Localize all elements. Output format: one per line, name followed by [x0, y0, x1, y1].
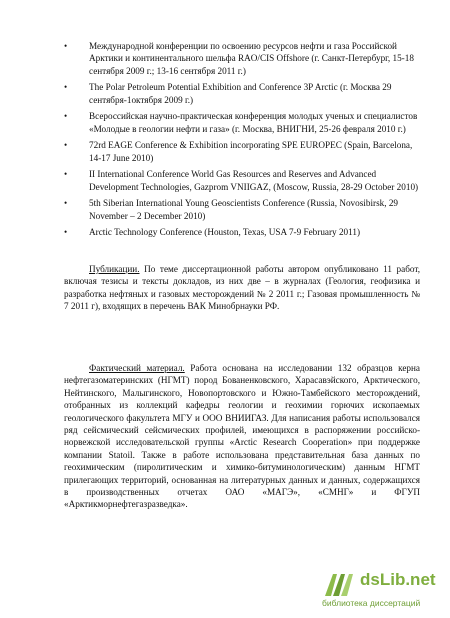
conference-item: [64, 81, 420, 106]
watermark-logo: [322, 568, 442, 612]
publications-heading: Публикации.: [89, 264, 140, 274]
conference-text: Международной конференции по освоению ресурсов нефти и газа Российской Арктики и континентального шельфа RAO/CIS Offshore (г. Санкт-Петербург, 15-18 сентября 2009 г.; 13-16 сентября 2011 г.): [89, 41, 414, 76]
conference-text: 72rd EAGE Conference & Exhibition incorporating SPE EUROPEC (Spain, Barcelona, 14-17 June 2010): [89, 140, 413, 163]
conference-text: Всероссийская научно-практическая конференция молодых ученых и специалистов «Молодые в геологии нефти и газа» (г. Москва, ВНИГНИ, 25-26 февраля 2010 г.): [89, 111, 418, 134]
conference-item: [64, 168, 420, 193]
factual-material-text: Работа основана на исследовании 132 образцов керна нефтегазоматеринских (НГМТ) пород Бованенковского, Харасавэйского, Арктического, Нейтинского, Малыгинского, Новопортовского и Южно-Тамбейского месторождений, отобранных из коллекций кафедры геологии и геохимии горючих ископаемых геологического факультета МГУ и ООО ВНИИГАЗ. Для написания работы использовался ряд сейсмический сейсмических профилей, имеющихся в распоряжении российско-норвежской исследовательской группы «Arctic Research Cooperation» при поддержке компании Statoil. Также в работе использована представительная база данных по геохимическим (пиролитическим и химико-битуминологическим) данным НГМТ прилегающих территорий, основанная на литературных данных и данных, содержащихся в производственных отчетах ОАО «МАГЭ», «СМНГ» и ФГУП «Арктикморнефтегазразведка».: [64, 363, 421, 510]
bullet-icon: •: [64, 227, 68, 238]
bullet-icon: •: [64, 82, 68, 93]
conference-item: [64, 110, 420, 135]
watermark-title: dsLib.net: [360, 570, 436, 589]
conference-text: The Polar Petroleum Potential Exhibition and Conference 3P Arctic (г. Москва 29 сентября-1октября 2009 г.): [89, 82, 392, 105]
watermark-subtitle: библиотека диссертаций: [322, 598, 421, 608]
conference-item: [64, 197, 420, 222]
bullet-icon: •: [64, 169, 68, 180]
conference-item: [64, 40, 420, 77]
conference-text: 5th Siberian International Young Geoscientists Conference (Russia, Novosibirsk, 29 November – 2 December 2010): [89, 198, 399, 221]
bullet-icon: •: [64, 41, 68, 51]
dslib-logo-icon: [322, 570, 356, 600]
conference-item: [64, 226, 420, 238]
conference-item: [64, 139, 420, 164]
bullet-icon: •: [64, 111, 68, 122]
publications-text: По теме диссертационной работы автором опубликовано 11 работ, включая тезисы и тексты докладов, из них две – в журналах (Геология, геофизика и разработка нефтяных и газовых месторождений № 2 2011 г.; Газовая промышленность № 7 2011 г), входящих в перечень ВАК Минобрнауки РФ.: [64, 264, 420, 312]
factual-material-heading: Фактический материал.: [89, 363, 185, 373]
bullet-icon: •: [64, 198, 68, 209]
factual-material-paragraph: [64, 362, 420, 511]
conference-text: II International Conference World Gas Resources and Reserves and Advanced Development Technologies, Gazprom VNIIGAZ, (Moscow, Russia, 28-29 October 2010): [89, 169, 419, 192]
bullet-icon: •: [64, 140, 68, 151]
conference-list: [64, 40, 420, 243]
conference-text: Arctic Technology Conference (Houston, Texas, USA 7-9 February 2011): [89, 227, 361, 238]
publications-paragraph: [64, 263, 420, 313]
